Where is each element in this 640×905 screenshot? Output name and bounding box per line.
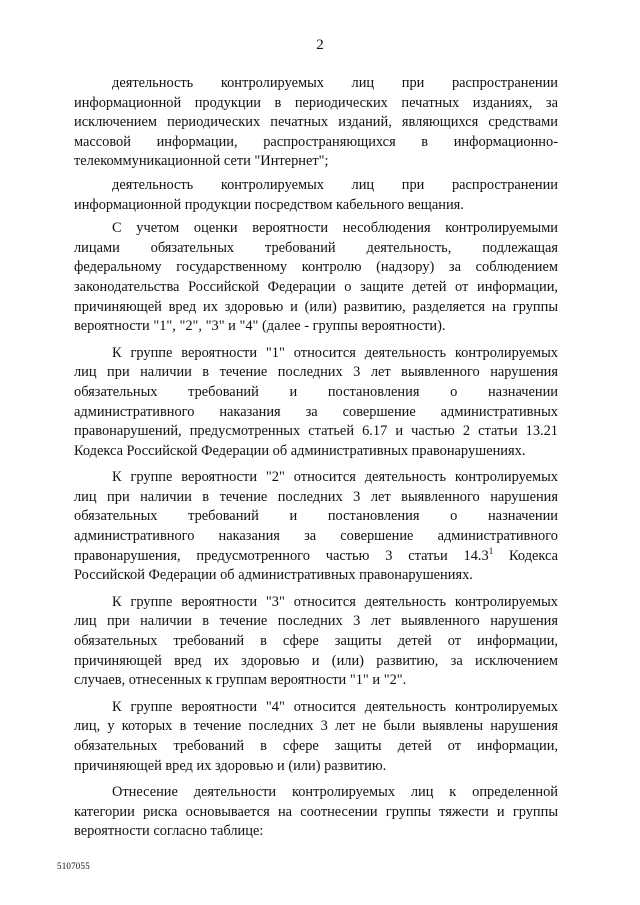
text-line: обязательных требований в сфере защиты детей от информации, xyxy=(74,738,558,754)
text-line-part: Кодекса xyxy=(493,547,558,564)
text-line: категории риска основывается на соотнесении группы тяжести и группы xyxy=(74,803,558,820)
text-line: Отнесение деятельности контролируемых лиц к определенной xyxy=(112,784,558,801)
text-line: причиняющей вред их здоровью и (или) развитию, за исключением xyxy=(74,652,558,669)
text-line: деятельность контролируемых лиц при распространении xyxy=(112,176,558,193)
text-line: лицами обязательных требований деятельность, подлежащая xyxy=(74,239,558,256)
text-line: законодательства Российской Федерации о защите детей от информации, xyxy=(74,278,558,295)
text-line: федеральному государственному контролю (надзору) за соблюдением xyxy=(74,259,558,276)
text-line: правонарушений, предусмотренных статьей 6.17 и частью 2 статьи 13.21 xyxy=(74,423,558,440)
text-line: причиняющей вред их здоровью и (или) развитию, разделяется на группы xyxy=(74,298,558,315)
text-line: телекоммуникационной сети "Интернет"; xyxy=(74,153,329,170)
paragraph-group-1 xyxy=(74,344,558,462)
text-line: обязательных требований в сфере защиты детей от информации, xyxy=(74,633,558,650)
text-line-with-superscript xyxy=(74,547,558,567)
text-line: административного наказания за совершение административных xyxy=(74,403,558,420)
text-line: лиц при наличии в течение последних 3 лет выявленного нарушения xyxy=(74,613,558,630)
text-line: деятельность контролируемых лиц при распространении xyxy=(112,75,558,91)
text-line: обязательных требований и постановления о назначении xyxy=(74,383,558,400)
text-line: лиц, у которых в течение последних 3 лет не были выявлены нарушения xyxy=(74,718,558,735)
text-line: информационной продукции в периодических печатных изданиях, за xyxy=(74,94,558,111)
paragraph-group-4 xyxy=(74,698,558,776)
footnote-superscript: 1 xyxy=(488,545,494,556)
paragraph-cable xyxy=(74,176,558,215)
text-line: К группе вероятности "2" относится деятельность контролируемых xyxy=(112,469,558,486)
text-line-part: правонарушения, предусмотренного частью 3 статьи 14.3 xyxy=(74,547,489,564)
text-line: информационной продукции посредством кабельного вещания. xyxy=(74,196,464,213)
text-line: вероятности "1", "2", "3" и "4" (далее - группы вероятности). xyxy=(74,318,446,335)
page-number: 2 xyxy=(316,37,324,53)
text-line: К группе вероятности "4" относится деятельность контролируемых xyxy=(112,698,558,715)
document-code: 5107055 xyxy=(57,861,90,871)
text-line: лиц при наличии в течение последних 3 лет выявленного нарушения xyxy=(74,364,558,381)
paragraph-group-2 xyxy=(74,468,558,586)
text-line: К группе вероятности "3" относится деятельность контролируемых xyxy=(112,593,558,610)
text-line: лиц при наличии в течение последних 3 лет выявленного нарушения xyxy=(74,488,558,505)
paragraph-probability-intro xyxy=(74,219,558,337)
paragraph-risk-category xyxy=(74,783,558,842)
text-line: причиняющей вред их здоровью и (или) развитию. xyxy=(74,757,387,774)
text-line: исключением периодических печатных изданий, являющихся средствами xyxy=(74,114,558,131)
text-line: массовой информации, распространяющихся в информационно- xyxy=(74,133,558,150)
paragraph-periodicals xyxy=(74,74,558,172)
text-line: обязательных требований и постановления о назначении xyxy=(74,508,558,525)
text-line: административного наказания за совершение административного xyxy=(74,528,558,545)
text-line: вероятности согласно таблице: xyxy=(74,823,264,840)
text-line: Российской Федерации об административных правонарушениях. xyxy=(74,567,473,584)
text-line: случаев, отнесенных к группам вероятности "1" и "2". xyxy=(74,672,407,689)
text-line: С учетом оценки вероятности несоблюдения контролируемыми xyxy=(112,220,558,237)
text-line: Кодекса Российской Федерации об административных правонарушениях. xyxy=(74,442,526,459)
paragraph-group-3 xyxy=(74,593,558,691)
document-body xyxy=(74,74,558,842)
text-line: К группе вероятности "1" относится деятельность контролируемых xyxy=(112,344,558,361)
